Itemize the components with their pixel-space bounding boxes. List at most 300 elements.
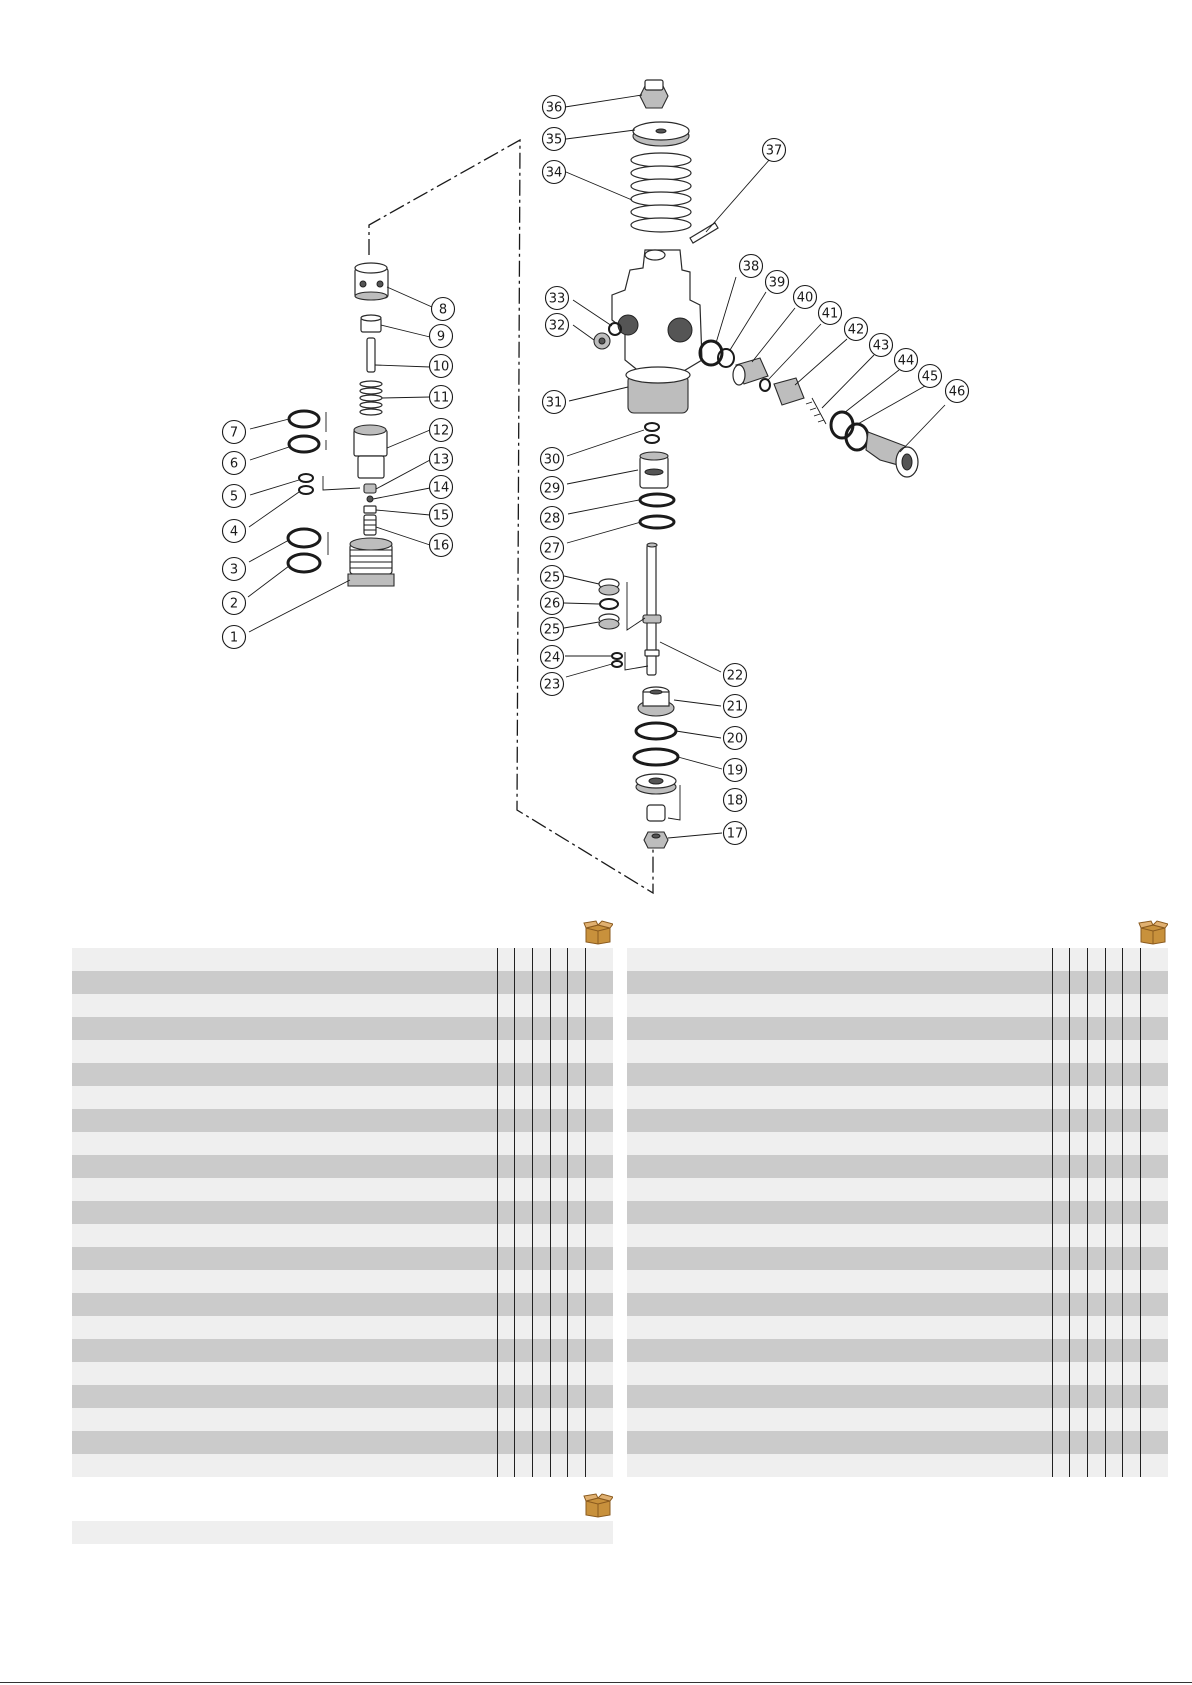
table-cell-description [72, 1178, 497, 1201]
table-cell-value [1105, 1247, 1123, 1270]
table-cell-description [627, 1178, 1052, 1201]
table-row [72, 994, 613, 1017]
callout-22 [724, 664, 747, 687]
table-row [72, 948, 613, 971]
table-cell-value [532, 1155, 550, 1178]
table-row [72, 1063, 613, 1086]
table-cell-description [72, 1201, 497, 1224]
table-cell-description [627, 948, 1052, 971]
table-cell-description [72, 1293, 497, 1316]
table-cell-description [72, 1521, 613, 1544]
table-row [72, 1293, 613, 1316]
table-row [627, 1408, 1168, 1431]
callout-number: 15 [432, 508, 450, 524]
table-cell-description [72, 1063, 497, 1086]
table-row [627, 1316, 1168, 1339]
part-20-ring [636, 723, 676, 739]
callout-number: 12 [432, 423, 450, 439]
table-cell-value [1122, 1431, 1140, 1454]
part-11-spring [360, 381, 382, 415]
callout-12 [430, 419, 453, 442]
left-table-box-icon [583, 919, 613, 945]
callout-number: 45 [921, 369, 939, 385]
table-cell-value [567, 1017, 585, 1040]
table-cell-value [567, 1132, 585, 1155]
table-cell-value [1069, 1040, 1087, 1063]
table-cell-value [1052, 1454, 1070, 1477]
table-cell-value [567, 1063, 585, 1086]
callout-36 [543, 96, 566, 119]
table-cell-value [1140, 994, 1168, 1017]
part-6-ring [289, 436, 319, 452]
table-cell-value [1140, 1063, 1168, 1086]
part-26-ring [600, 599, 618, 609]
table-cell-description [627, 1408, 1052, 1431]
table-cell-value [532, 1454, 550, 1477]
callout-number: 5 [229, 489, 239, 505]
callout-25 [541, 566, 564, 589]
table-cell-value [497, 1431, 515, 1454]
table-cell-description [627, 1385, 1052, 1408]
table-cell-value [585, 1132, 613, 1155]
table-cell-value [567, 1040, 585, 1063]
right-parts-table [627, 948, 1168, 1477]
callout-30 [541, 448, 564, 471]
callout-number: 4 [229, 524, 239, 540]
table-cell-value [1069, 1293, 1087, 1316]
table-cell-value [1122, 1224, 1140, 1247]
table-cell-description [72, 1408, 497, 1431]
table-cell-value [585, 971, 613, 994]
table-cell-value [1105, 1408, 1123, 1431]
table-row [627, 1040, 1168, 1063]
table-cell-value [497, 1224, 515, 1247]
table-cell-value [1105, 1132, 1123, 1155]
part-34-spring [631, 153, 691, 232]
table-cell-value [1087, 1454, 1105, 1477]
callout-number: 14 [432, 480, 450, 496]
table-cell-value [1105, 1339, 1123, 1362]
callout-5 [223, 485, 246, 508]
table-cell-value [532, 1201, 550, 1224]
table-cell-value [585, 1270, 613, 1293]
table-cell-value [1052, 971, 1070, 994]
table-cell-value [1122, 1316, 1140, 1339]
table-cell-description [72, 1247, 497, 1270]
table-cell-value [1105, 1063, 1123, 1086]
table-cell-value [550, 971, 568, 994]
part-25-lower-seal [599, 614, 619, 629]
callout-14 [430, 476, 453, 499]
callout-group [223, 96, 969, 845]
table-cell-value [1140, 1224, 1168, 1247]
table-cell-value [1105, 1224, 1123, 1247]
right-table-box-icon [1138, 919, 1168, 945]
table-cell-value [1122, 1293, 1140, 1316]
callout-17 [724, 822, 747, 845]
table-cell-description [72, 1431, 497, 1454]
callout-number: 36 [545, 100, 563, 116]
table-cell-value [514, 1431, 532, 1454]
table-cell-description [627, 1155, 1052, 1178]
part-3-ring [288, 529, 320, 547]
table-row [72, 1178, 613, 1201]
table-cell-value [1069, 1454, 1087, 1477]
table-cell-value [550, 1224, 568, 1247]
callout-21 [724, 695, 747, 718]
part-30-rings [645, 423, 659, 443]
table-row [72, 1454, 613, 1477]
callout-46 [946, 380, 969, 403]
table-cell-value [585, 1454, 613, 1477]
callout-number: 25 [543, 570, 561, 586]
table-cell-value [1087, 1155, 1105, 1178]
part-29-sleeve [640, 452, 668, 488]
table-cell-value [1087, 1063, 1105, 1086]
table-cell-description [72, 1270, 497, 1293]
table-row [72, 1362, 613, 1385]
part-25-upper-seal [599, 579, 619, 595]
table-row [72, 1086, 613, 1109]
table-cell-value [532, 1270, 550, 1293]
table-row [72, 1521, 613, 1544]
table-row [72, 1201, 613, 1224]
table-cell-value [532, 1316, 550, 1339]
table-cell-value [550, 1247, 568, 1270]
table-cell-value [567, 948, 585, 971]
table-cell-value [1052, 1431, 1070, 1454]
table-cell-description [627, 1362, 1052, 1385]
table-cell-value [1122, 994, 1140, 1017]
table-row [72, 1385, 613, 1408]
part-41-ring [760, 379, 770, 391]
callout-29 [541, 477, 564, 500]
table-row [627, 994, 1168, 1017]
table-cell-value [532, 1408, 550, 1431]
table-cell-value [1069, 948, 1087, 971]
table-cell-value [1069, 1155, 1087, 1178]
table-cell-value [532, 1063, 550, 1086]
callout-number: 25 [543, 622, 561, 638]
part-4-ring [299, 486, 313, 494]
table-cell-value [1105, 994, 1123, 1017]
table-cell-value [1069, 1224, 1087, 1247]
table-cell-value [550, 1178, 568, 1201]
table-cell-description [627, 1201, 1052, 1224]
part-5-ring [299, 474, 313, 482]
table-cell-value [1140, 1339, 1168, 1362]
table-cell-value [567, 1201, 585, 1224]
table-cell-value [532, 1040, 550, 1063]
part-45-ring [846, 424, 868, 450]
callout-35 [543, 128, 566, 151]
callout-18 [724, 789, 747, 812]
table-cell-value [567, 1431, 585, 1454]
table-cell-value [1052, 1201, 1070, 1224]
table-row [72, 1431, 613, 1454]
callout-4 [223, 520, 246, 543]
table-cell-value [532, 1086, 550, 1109]
table-cell-value [550, 994, 568, 1017]
part-28-ring [640, 494, 674, 506]
part-35-washer [633, 122, 689, 146]
callout-number: 42 [847, 322, 865, 338]
table-cell-value [1087, 1109, 1105, 1132]
table-cell-value [1140, 1178, 1168, 1201]
table-cell-value [567, 1109, 585, 1132]
table-cell-value [514, 1385, 532, 1408]
table-cell-value [550, 1109, 568, 1132]
part-12-sleeve [354, 425, 387, 478]
table-cell-value [1069, 1132, 1087, 1155]
table-cell-value [1105, 1293, 1123, 1316]
table-row [627, 1270, 1168, 1293]
table-cell-value [550, 1132, 568, 1155]
callout-number: 39 [768, 275, 786, 291]
callout-26 [541, 592, 564, 615]
table-cell-value [497, 1178, 515, 1201]
table-cell-value [550, 1339, 568, 1362]
table-cell-value [567, 1270, 585, 1293]
table-row [72, 1408, 613, 1431]
callout-33 [546, 287, 569, 310]
table-cell-description [72, 1017, 497, 1040]
callout-31 [543, 391, 566, 414]
table-cell-value [514, 1339, 532, 1362]
part-7-ring [289, 411, 319, 427]
part-10-pin [367, 338, 375, 372]
table-row [627, 1247, 1168, 1270]
table-cell-value [532, 1339, 550, 1362]
callout-number: 26 [543, 596, 561, 612]
callout-number: 2 [229, 596, 239, 612]
table-cell-value [585, 1086, 613, 1109]
callout-37 [763, 139, 786, 162]
table-cell-value [550, 1040, 568, 1063]
table-cell-value [1052, 1017, 1070, 1040]
leader-lines [248, 95, 945, 838]
table-cell-value [1122, 1247, 1140, 1270]
callout-11 [430, 386, 453, 409]
table-row [627, 1454, 1168, 1477]
table-cell-value [1122, 1086, 1140, 1109]
table-row [627, 1293, 1168, 1316]
table-row [72, 1017, 613, 1040]
table-cell-value [1140, 1316, 1168, 1339]
table-cell-value [1052, 994, 1070, 1017]
table-cell-value [497, 1086, 515, 1109]
table-cell-value [567, 1293, 585, 1316]
callout-28 [541, 507, 564, 530]
table-cell-value [567, 1178, 585, 1201]
table-cell-value [1122, 1201, 1140, 1224]
table-cell-description [627, 1454, 1052, 1477]
table-cell-value [567, 1362, 585, 1385]
callout-number: 41 [821, 306, 839, 322]
table-cell-value [1052, 1178, 1070, 1201]
table-cell-value [1052, 1247, 1070, 1270]
part-17-nut [644, 832, 668, 848]
table-cell-value [532, 1362, 550, 1385]
table-cell-value [1069, 971, 1087, 994]
callout-number: 16 [432, 538, 450, 554]
table-cell-value [514, 1247, 532, 1270]
table-cell-value [1105, 1040, 1123, 1063]
table-cell-description [627, 1017, 1052, 1040]
table-cell-value [585, 1339, 613, 1362]
callout-8 [432, 298, 455, 321]
table-cell-value [1069, 1201, 1087, 1224]
table-cell-description [627, 1293, 1052, 1316]
table-row [627, 1063, 1168, 1086]
table-cell-description [72, 971, 497, 994]
table-cell-value [497, 1247, 515, 1270]
table-cell-value [550, 948, 568, 971]
table-cell-value [1122, 1017, 1140, 1040]
table-cell-value [1069, 1178, 1087, 1201]
callout-20 [724, 727, 747, 750]
table-cell-value [585, 1247, 613, 1270]
table-cell-value [1122, 1339, 1140, 1362]
table-cell-value [1052, 1270, 1070, 1293]
table-cell-value [514, 971, 532, 994]
table-cell-value [585, 994, 613, 1017]
table-cell-value [550, 1086, 568, 1109]
table-cell-description [72, 1224, 497, 1247]
table-cell-value [550, 1155, 568, 1178]
table-cell-value [1105, 1362, 1123, 1385]
callout-number: 28 [543, 511, 561, 527]
table-cell-description [627, 1063, 1052, 1086]
table-cell-value [585, 1063, 613, 1086]
part-8-cap [355, 263, 388, 300]
part-24-ring [612, 653, 622, 659]
cardboard-box-icon [583, 919, 613, 945]
table-cell-value [497, 1454, 515, 1477]
table-cell-value [1052, 1362, 1070, 1385]
table-cell-value [585, 1201, 613, 1224]
table-row [72, 971, 613, 994]
table-cell-value [567, 1408, 585, 1431]
table-cell-value [1069, 1431, 1087, 1454]
table-cell-value [514, 1454, 532, 1477]
callout-number: 34 [545, 165, 563, 181]
table-cell-value [514, 1132, 532, 1155]
table-cell-value [497, 1408, 515, 1431]
callout-number: 30 [543, 452, 561, 468]
callout-number: 20 [726, 731, 744, 747]
table-cell-value [497, 1017, 515, 1040]
table-cell-description [627, 1040, 1052, 1063]
table-cell-value [585, 1224, 613, 1247]
callout-number: 11 [432, 390, 450, 406]
table-cell-value [497, 948, 515, 971]
table-cell-value [1122, 1362, 1140, 1385]
table-cell-value [550, 1270, 568, 1293]
table-cell-value [532, 1385, 550, 1408]
table-cell-value [550, 1385, 568, 1408]
table-cell-value [1052, 1109, 1070, 1132]
table-cell-value [1087, 1408, 1105, 1431]
table-cell-value [497, 1293, 515, 1316]
table-cell-value [1140, 1017, 1168, 1040]
part-22-shaft [643, 543, 661, 675]
table-cell-value [1069, 1339, 1087, 1362]
table-cell-value [532, 1224, 550, 1247]
table-cell-value [585, 1385, 613, 1408]
callout-number: 32 [548, 318, 566, 334]
callout-number: 19 [726, 763, 744, 779]
table-cell-description [72, 1109, 497, 1132]
table-cell-value [1069, 1109, 1087, 1132]
table-cell-value [1140, 1454, 1168, 1477]
table-row [627, 1132, 1168, 1155]
table-cell-value [567, 971, 585, 994]
table-cell-value [1105, 1017, 1123, 1040]
callout-number: 37 [765, 143, 783, 159]
table-cell-description [72, 1040, 497, 1063]
table-cell-value [1087, 1086, 1105, 1109]
table-cell-value [585, 1017, 613, 1040]
table-cell-description [72, 994, 497, 1017]
callout-number: 17 [726, 826, 744, 842]
table-cell-value [567, 1086, 585, 1109]
table-row [627, 1155, 1168, 1178]
table-cell-value [550, 1017, 568, 1040]
table-cell-description [627, 1224, 1052, 1247]
table-cell-description [627, 1431, 1052, 1454]
table-cell-value [1105, 1109, 1123, 1132]
table-cell-value [1122, 948, 1140, 971]
callout-number: 3 [229, 562, 239, 578]
table-cell-value [497, 1063, 515, 1086]
callout-number: 9 [436, 329, 446, 345]
table-cell-value [550, 1454, 568, 1477]
part-32-plug [594, 333, 610, 349]
table-cell-value [1087, 948, 1105, 971]
table-cell-description [72, 1132, 497, 1155]
table-cell-value [532, 971, 550, 994]
callout-number: 24 [543, 650, 561, 666]
table-cell-value [1122, 1155, 1140, 1178]
callout-41 [819, 302, 842, 325]
table-cell-value [1069, 1086, 1087, 1109]
table-cell-value [1087, 1017, 1105, 1040]
table-cell-value [1122, 1454, 1140, 1477]
table-cell-value [1069, 1408, 1087, 1431]
table-cell-value [514, 1270, 532, 1293]
table-cell-value [514, 1017, 532, 1040]
table-cell-value [514, 1063, 532, 1086]
part-40-bushing [733, 358, 768, 385]
table-cell-value [1087, 1339, 1105, 1362]
table-cell-value [532, 1132, 550, 1155]
table-cell-value [585, 1408, 613, 1431]
callout-number: 23 [543, 677, 561, 693]
table-cell-description [627, 1086, 1052, 1109]
table-cell-value [1069, 1362, 1087, 1385]
table-cell-value [1140, 1040, 1168, 1063]
table-cell-value [585, 1178, 613, 1201]
table-cell-description [72, 1155, 497, 1178]
table-cell-value [1140, 1201, 1168, 1224]
table-cell-value [1105, 1155, 1123, 1178]
part-37-pin [690, 223, 718, 243]
left-parts-table [72, 948, 613, 1477]
table-cell-value [1122, 1132, 1140, 1155]
table-cell-description [72, 1316, 497, 1339]
callout-number: 22 [726, 668, 744, 684]
